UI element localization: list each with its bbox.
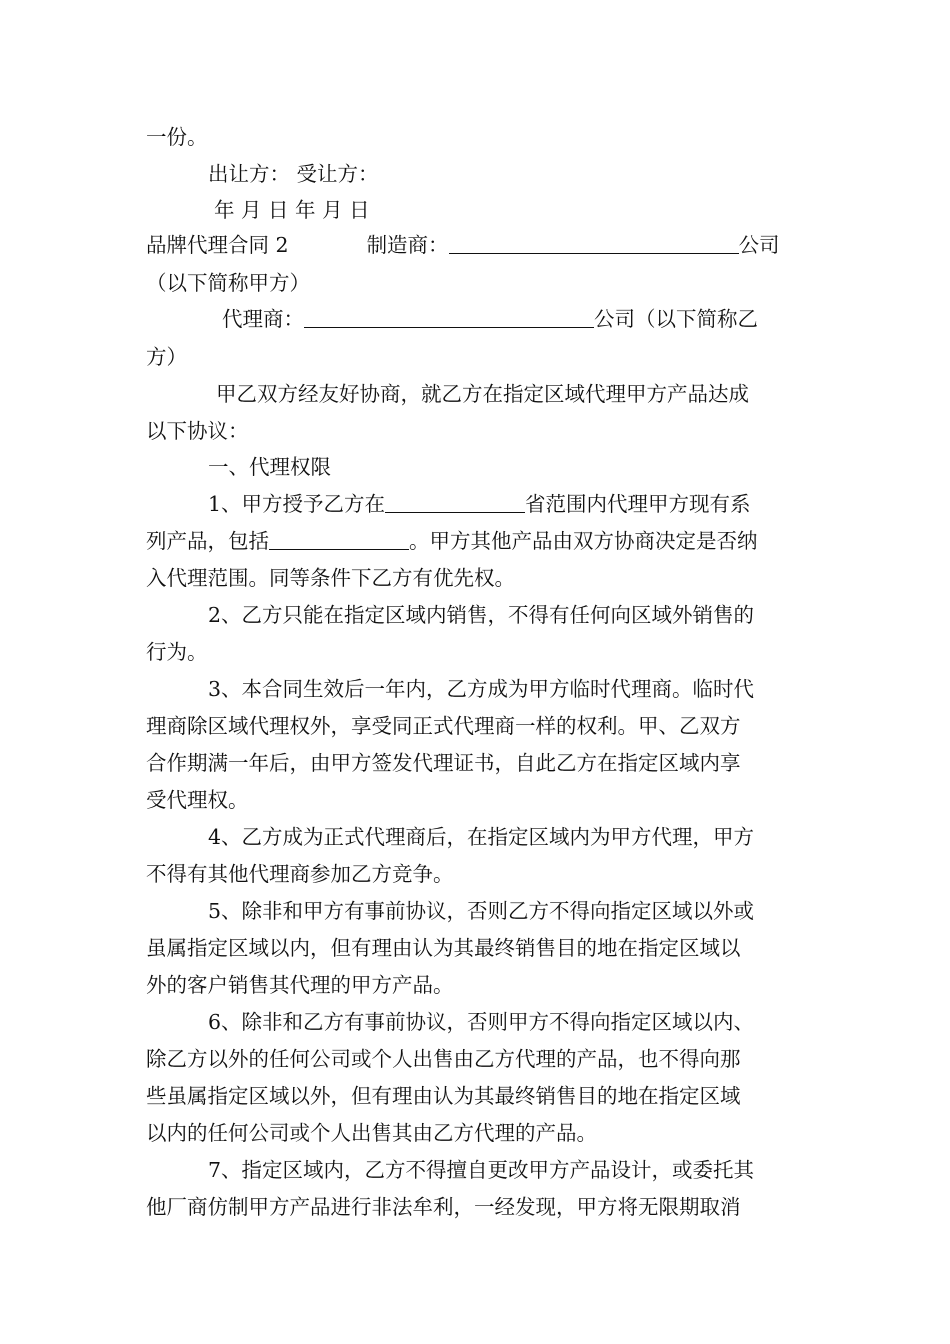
agent-blank bbox=[304, 303, 594, 328]
contract-title: 品牌代理合同 2 bbox=[146, 233, 289, 257]
clause-line bbox=[208, 1151, 754, 1189]
signature-date-line bbox=[214, 191, 370, 229]
text-fragment: 2、乙方只能在指定区域内销售，不得有任何向区域外销售的 bbox=[208, 603, 755, 627]
text-fragment: 理商除区域代理权外，享受同正式代理商一样的权利。甲、乙双方 bbox=[146, 714, 741, 738]
text-line bbox=[146, 855, 454, 893]
text-fragment: 合作期满一年后，由甲方签发代理证书，自此乙方在指定区域内享 bbox=[146, 751, 741, 775]
clause-line bbox=[208, 670, 754, 708]
text-fragment: 除乙方以外的任何公司或个人出售由乙方代理的产品，也不得向那 bbox=[146, 1047, 741, 1071]
text-fragment: 行为。 bbox=[146, 640, 208, 664]
text-line bbox=[146, 1114, 597, 1152]
text-fragment: 年 月 日 年 月 日 bbox=[214, 198, 370, 222]
text-fragment: 列产品，包括 bbox=[146, 529, 269, 553]
text-line bbox=[146, 1077, 741, 1115]
text-line bbox=[146, 1188, 741, 1226]
contract-title-line bbox=[146, 226, 780, 264]
text-line bbox=[146, 966, 454, 1004]
text-fragment: 方） bbox=[146, 345, 187, 369]
text-fragment: 些虽属指定区域以外，但有理由认为其最终销售目的地在指定区域 bbox=[146, 1084, 741, 1108]
text-fragment: 公司 bbox=[738, 233, 780, 257]
text-fragment: 一份。 bbox=[146, 125, 208, 149]
text-fragment: 。甲方其他产品由双方协商决定是否纳 bbox=[409, 529, 758, 553]
text-line bbox=[146, 264, 310, 302]
text-line bbox=[146, 929, 741, 967]
text-fragment: 他厂商仿制甲方产品进行非法牟利，一经发现，甲方将无限期取消 bbox=[146, 1195, 741, 1219]
text-fragment: 公司（以下简称乙 bbox=[594, 307, 758, 331]
text-fragment: 入代理范围。同等条件下乙方有优先权。 bbox=[146, 566, 515, 590]
text-line bbox=[146, 707, 741, 745]
clause-line bbox=[208, 596, 754, 634]
clause-line bbox=[208, 485, 751, 523]
agent-label: 代理商： bbox=[222, 307, 304, 331]
text-fragment: （以下简称甲方） bbox=[146, 271, 310, 295]
text-fragment: 省范围内代理甲方现有系 bbox=[525, 492, 751, 516]
signature-parties-line bbox=[208, 155, 379, 193]
text-line bbox=[146, 633, 208, 671]
text-line bbox=[146, 781, 249, 819]
text-fragment: 不得有其他代理商参加乙方竞争。 bbox=[146, 862, 454, 886]
text-line bbox=[146, 412, 249, 450]
text-fragment: 出让方： 受让方： bbox=[208, 162, 379, 186]
text-fragment: 虽属指定区域以内，但有理由认为其最终销售目的地在指定区域以 bbox=[146, 936, 741, 960]
section-heading bbox=[208, 448, 331, 486]
clause-line bbox=[208, 892, 754, 930]
text-fragment: 7、指定区域内，乙方不得擅自更改甲方产品设计，或委托其 bbox=[208, 1158, 755, 1182]
manufacturer-label: 制造商： bbox=[366, 233, 449, 257]
clause-line bbox=[208, 818, 754, 856]
clause-line bbox=[208, 1003, 754, 1041]
text-line bbox=[216, 375, 749, 413]
clause-line bbox=[146, 522, 758, 560]
text-fragment: 以下协议： bbox=[146, 419, 249, 443]
text-fragment: 3、本合同生效后一年内，乙方成为甲方临时代理商。临时代 bbox=[208, 677, 755, 701]
text-fragment: 4、乙方成为正式代理商后，在指定区域内为甲方代理，甲方 bbox=[208, 825, 755, 849]
province-blank bbox=[385, 488, 525, 513]
text-fragment: 受代理权。 bbox=[146, 788, 249, 812]
text-fragment: 6、除非和乙方有事前协议，否则甲方不得向指定区域以内、 bbox=[208, 1010, 755, 1034]
text-fragment: 甲乙双方经友好协商，就乙方在指定区域代理甲方产品达成 bbox=[216, 382, 749, 406]
text-line bbox=[146, 744, 741, 782]
text-fragment: 一、代理权限 bbox=[208, 455, 331, 479]
text-line bbox=[146, 118, 208, 156]
text-fragment: 5、除非和甲方有事前协议，否则乙方不得向指定区域以外或 bbox=[208, 899, 755, 923]
text-fragment: 以内的任何公司或个人出售其由乙方代理的产品。 bbox=[146, 1121, 597, 1145]
text-line bbox=[146, 1040, 741, 1078]
text-fragment: 外的客户销售其代理的甲方产品。 bbox=[146, 973, 454, 997]
agent-line bbox=[222, 300, 758, 338]
text-fragment: 1、甲方授予乙方在 bbox=[208, 492, 386, 516]
text-line bbox=[146, 338, 187, 376]
products-blank bbox=[269, 525, 409, 550]
text-line bbox=[146, 559, 515, 597]
manufacturer-blank bbox=[449, 229, 739, 254]
